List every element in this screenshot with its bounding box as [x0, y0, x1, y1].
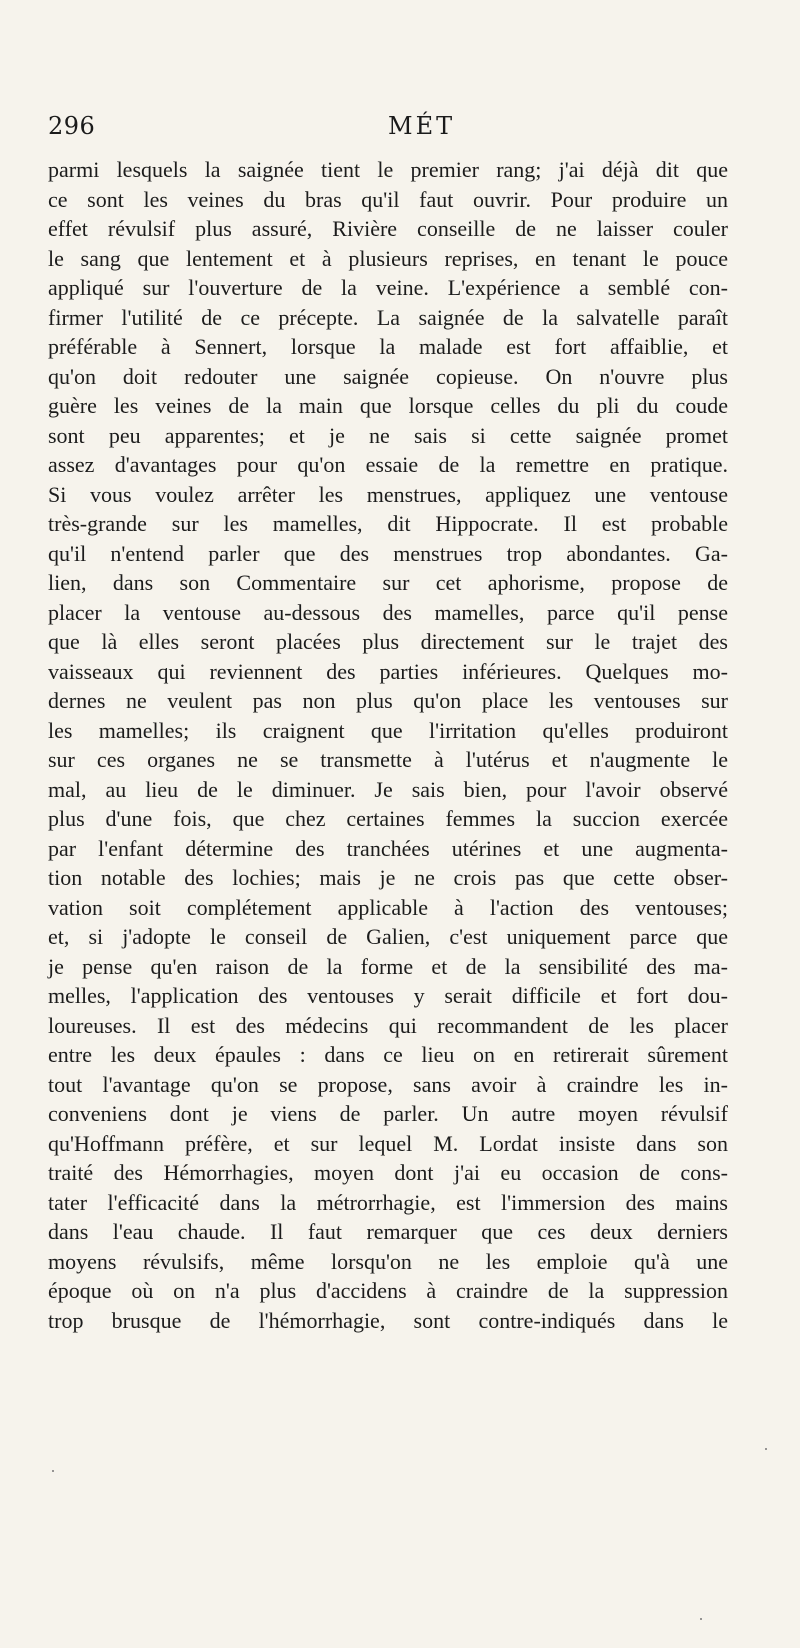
text-line: époque où on n'a plus d'accidens à craindre de la suppression — [48, 1278, 728, 1303]
text-line: les mamelles; ils craignent que l'irritation qu'elles produiront — [48, 717, 728, 743]
text-line: placer la ventouse au-dessous des mamelles, parce qu'il pense — [48, 599, 728, 625]
text-line: vation soit complétement applicable à l'action des ventouses; — [48, 894, 728, 920]
text-line: melles, l'application des ventouses y serait difficile et fort dou- — [48, 983, 728, 1008]
text-line: tion notable des lochies; mais je ne crois pas que cette obser- — [48, 865, 728, 890]
text-line: et, si j'adopte le conseil de Galien, c'est uniquement parce que — [48, 924, 728, 949]
text-line: par l'enfant détermine des tranchées utérines et une augmenta- — [48, 835, 728, 861]
text-line: préférable à Sennert, lorsque la malade est fort affaiblie, et — [48, 334, 728, 359]
text-line: je pense qu'en raison de la forme et de la sensibilité des ma- — [48, 953, 728, 979]
page-number: 296 — [48, 112, 96, 140]
text-line: plus d'une fois, que chez certaines femmes la succion exercée — [48, 806, 728, 831]
text-line: dernes ne veulent pas non plus qu'on place les ventouses sur — [48, 688, 728, 713]
text-line: ce sont les veines du bras qu'il faut ouvrir. Pour produire un — [48, 186, 728, 212]
text-line: qu'il n'entend parler que des menstrues trop abondantes. Ga- — [48, 540, 728, 566]
text-line: parmi lesquels la saignée tient le premier rang; j'ai déjà dit que — [48, 157, 728, 182]
paper-speck — [765, 1448, 767, 1450]
text-line: firmer l'utilité de ce précepte. La saignée de la salvatelle paraît — [48, 304, 728, 330]
text-line: le sang que lentement et à plusieurs reprises, en tenant le pouce — [48, 245, 728, 271]
text-line: assez d'avantages pour qu'on essaie de la remettre en pratique. — [48, 452, 728, 477]
text-line: mal, au lieu de le diminuer. Je sais bien, pour l'avoir observé — [48, 776, 728, 802]
text-line: effet révulsif plus assuré, Rivière conseille de ne laisser couler — [48, 216, 728, 241]
text-line: que là elles seront placées plus directement sur le trajet des — [48, 629, 728, 654]
text-line: entre les deux épaules : dans ce lieu on en retirerait sûrement — [48, 1042, 728, 1067]
text-line: lien, dans son Commentaire sur cet aphorisme, propose de — [48, 570, 728, 595]
text-line: qu'Hoffmann préfère, et sur lequel M. Lordat insiste dans son — [48, 1130, 728, 1156]
text-line: Si vous voulez arrêter les menstrues, appliquez une ventouse — [48, 481, 728, 507]
text-line: traité des Hémorrhagies, moyen dont j'ai eu occasion de cons- — [48, 1160, 728, 1185]
running-head: MÉT — [388, 112, 456, 140]
paper-speck — [52, 1470, 54, 1472]
text-line: moyens révulsifs, même lorsqu'on ne les emploie qu'à une — [48, 1248, 728, 1274]
body-text — [48, 155, 728, 1335]
text-line: appliqué sur l'ouverture de la veine. L'expérience a semblé con- — [48, 275, 728, 300]
text-line: tater l'efficacité dans la métrorrhagie, est l'immersion des mains — [48, 1189, 728, 1215]
text-line: tout l'avantage qu'on se propose, sans avoir à craindre les in- — [48, 1071, 728, 1097]
text-line: vaisseaux qui reviennent des parties inférieures. Quelques mo- — [48, 658, 728, 684]
page-header — [48, 112, 728, 152]
text-line: dans l'eau chaude. Il faut remarquer que ces deux derniers — [48, 1219, 728, 1244]
text-line: trop brusque de l'hémorrhagie, sont contre-indiqués dans le — [48, 1307, 728, 1333]
text-line: sur ces organes ne se transmette à l'utérus et n'augmente le — [48, 747, 728, 772]
paper-speck — [700, 1618, 702, 1620]
text-line: sont peu apparentes; et je ne sais si cette saignée promet — [48, 422, 728, 448]
text-line: qu'on doit redouter une saignée copieuse. On n'ouvre plus — [48, 363, 728, 389]
text-line: conveniens dont je viens de parler. Un autre moyen révulsif — [48, 1101, 728, 1126]
text-line: très-grande sur les mamelles, dit Hippocrate. Il est probable — [48, 511, 728, 536]
text-line: guère les veines de la main que lorsque celles du pli du coude — [48, 393, 728, 418]
text-line: loureuses. Il est des médecins qui recommandent de les placer — [48, 1012, 728, 1038]
